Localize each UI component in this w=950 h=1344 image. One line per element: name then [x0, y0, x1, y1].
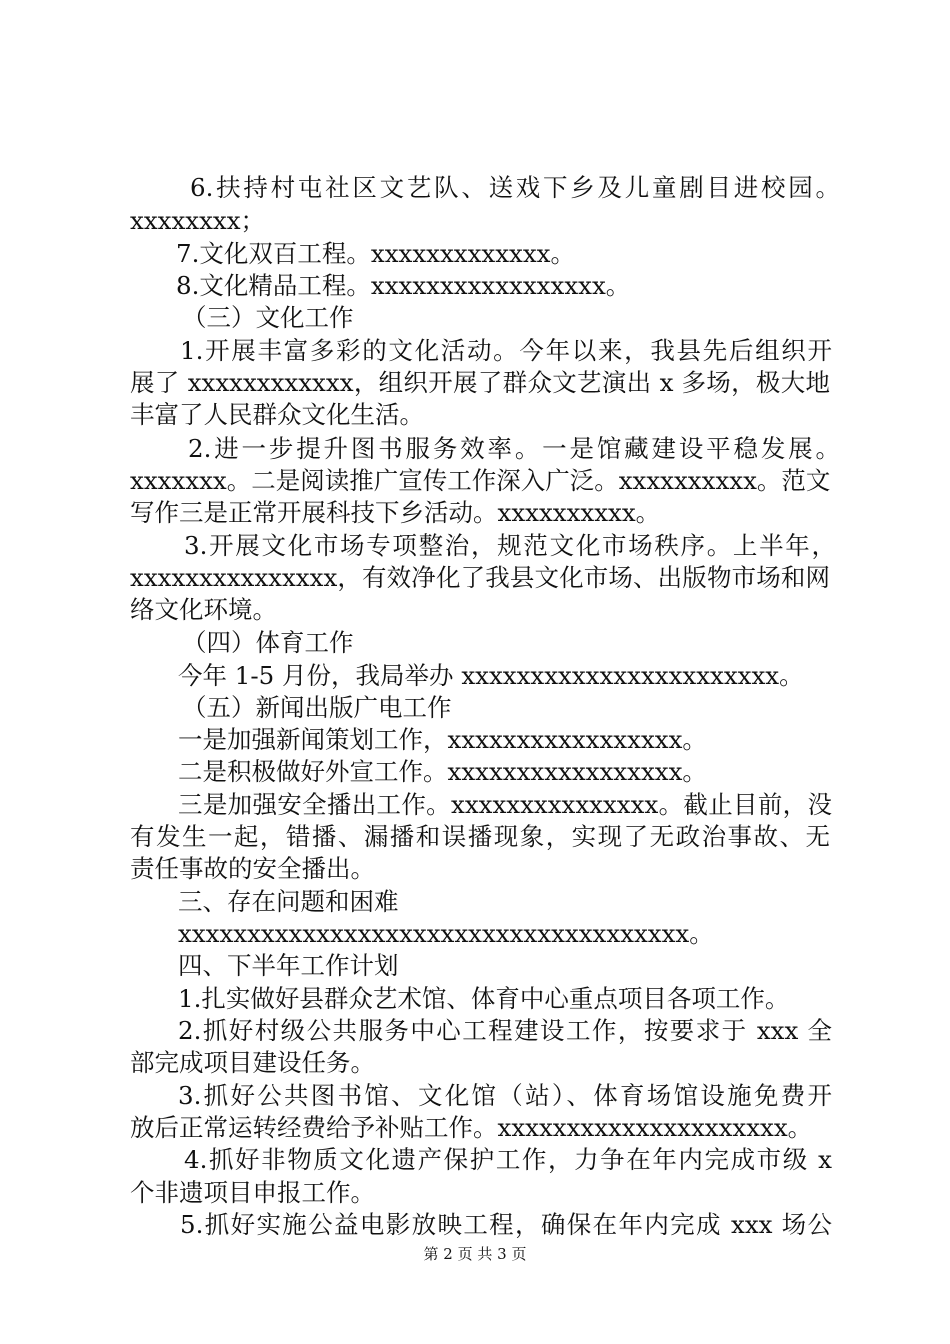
paragraph-line: 展了 xxxxxxxxxxxx，组织开展了群众文艺演出 x 多场，极大地 — [130, 368, 830, 397]
paragraph-line: 5.抓好实施公益电影放映工程，确保在年内完成 xxx 场公 — [180, 1210, 832, 1239]
paragraph-line: 8.文化精品工程。xxxxxxxxxxxxxxxxx。 — [176, 271, 631, 300]
paragraph-line: xxxxxxxxxxxxxxxxxxxxxxxxxxxxxxxxxxxxx。 — [178, 919, 714, 948]
paragraph-line: 1.扎实做好县群众艺术馆、体育中心重点项目各项工作。 — [178, 984, 790, 1013]
paragraph-line: 今年 1-5 月份，我局举办 xxxxxxxxxxxxxxxxxxxxxxx。 — [178, 661, 804, 690]
paragraph-line: 6.扶持村屯社区文艺队、送戏下乡及儿童剧目进校园。 — [190, 173, 840, 202]
paragraph-line: 部完成项目建设任务。 — [130, 1048, 375, 1077]
section-heading: （四）体育工作 — [182, 628, 354, 657]
paragraph-line: 3.抓好公共图书馆、文化馆（站）、体育场馆设施免费开 — [178, 1081, 832, 1110]
paragraph-line: 2.抓好村级公共服务中心工程建设工作，按要求于 xxx 全 — [178, 1016, 832, 1045]
section-heading: 四、下半年工作计划 — [178, 951, 399, 980]
paragraph-line: 2.进一步提升图书服务效率。一是馆藏建设平稳发展。 — [188, 434, 840, 463]
paragraph-line: 一是加强新闻策划工作，xxxxxxxxxxxxxxxxx。 — [178, 725, 707, 754]
section-heading: （五）新闻出版广电工作 — [182, 693, 452, 722]
paragraph-line: 络文化环境。 — [130, 595, 277, 624]
paragraph-line: 写作三是正常开展科技下乡活动。xxxxxxxxxx。 — [130, 498, 661, 527]
paragraph-line: xxxxxxx。二是阅读推广宣传工作深入广泛。xxxxxxxxxx。范文 — [130, 466, 831, 495]
section-heading: （三）文化工作 — [182, 303, 354, 332]
paragraph-line: 3.开展文化市场专项整治，规范文化市场秩序。上半年， — [184, 531, 836, 560]
paragraph-line: 4.抓好非物质文化遗产保护工作，力争在年内完成市级 x — [184, 1145, 832, 1174]
section-heading: 三、存在问题和困难 — [178, 887, 399, 916]
paragraph-line: 丰富了人民群众文化生活。 — [130, 400, 424, 429]
paragraph-line: 7.文化双百工程。xxxxxxxxxxxxx。 — [176, 239, 575, 268]
paragraph-line: 放后正常运转经费给予补贴工作。xxxxxxxxxxxxxxxxxxxxx。 — [130, 1113, 813, 1142]
paragraph-line: 1.开展丰富多彩的文化活动。今年以来，我县先后组织开 — [180, 336, 832, 365]
paragraph-line: 责任事故的安全播出。 — [130, 854, 375, 883]
paragraph-line: 个非遗项目申报工作。 — [130, 1178, 375, 1207]
paragraph-line: 二是积极做好外宣工作。xxxxxxxxxxxxxxxxx。 — [178, 757, 707, 786]
paragraph-line: xxxxxxxxxxxxxxx，有效净化了我县文化市场、出版物市场和网 — [130, 563, 830, 592]
page-footer: 第 2 页 共 3 页 — [423, 1245, 527, 1263]
paragraph-line: 有发生一起，错播、漏播和误播现象，实现了无政治事故、无 — [130, 822, 830, 851]
paragraph-line: 三是加强安全播出工作。xxxxxxxxxxxxxxx。截止目前，没 — [178, 790, 832, 819]
paragraph-line: xxxxxxxx； — [130, 206, 266, 235]
